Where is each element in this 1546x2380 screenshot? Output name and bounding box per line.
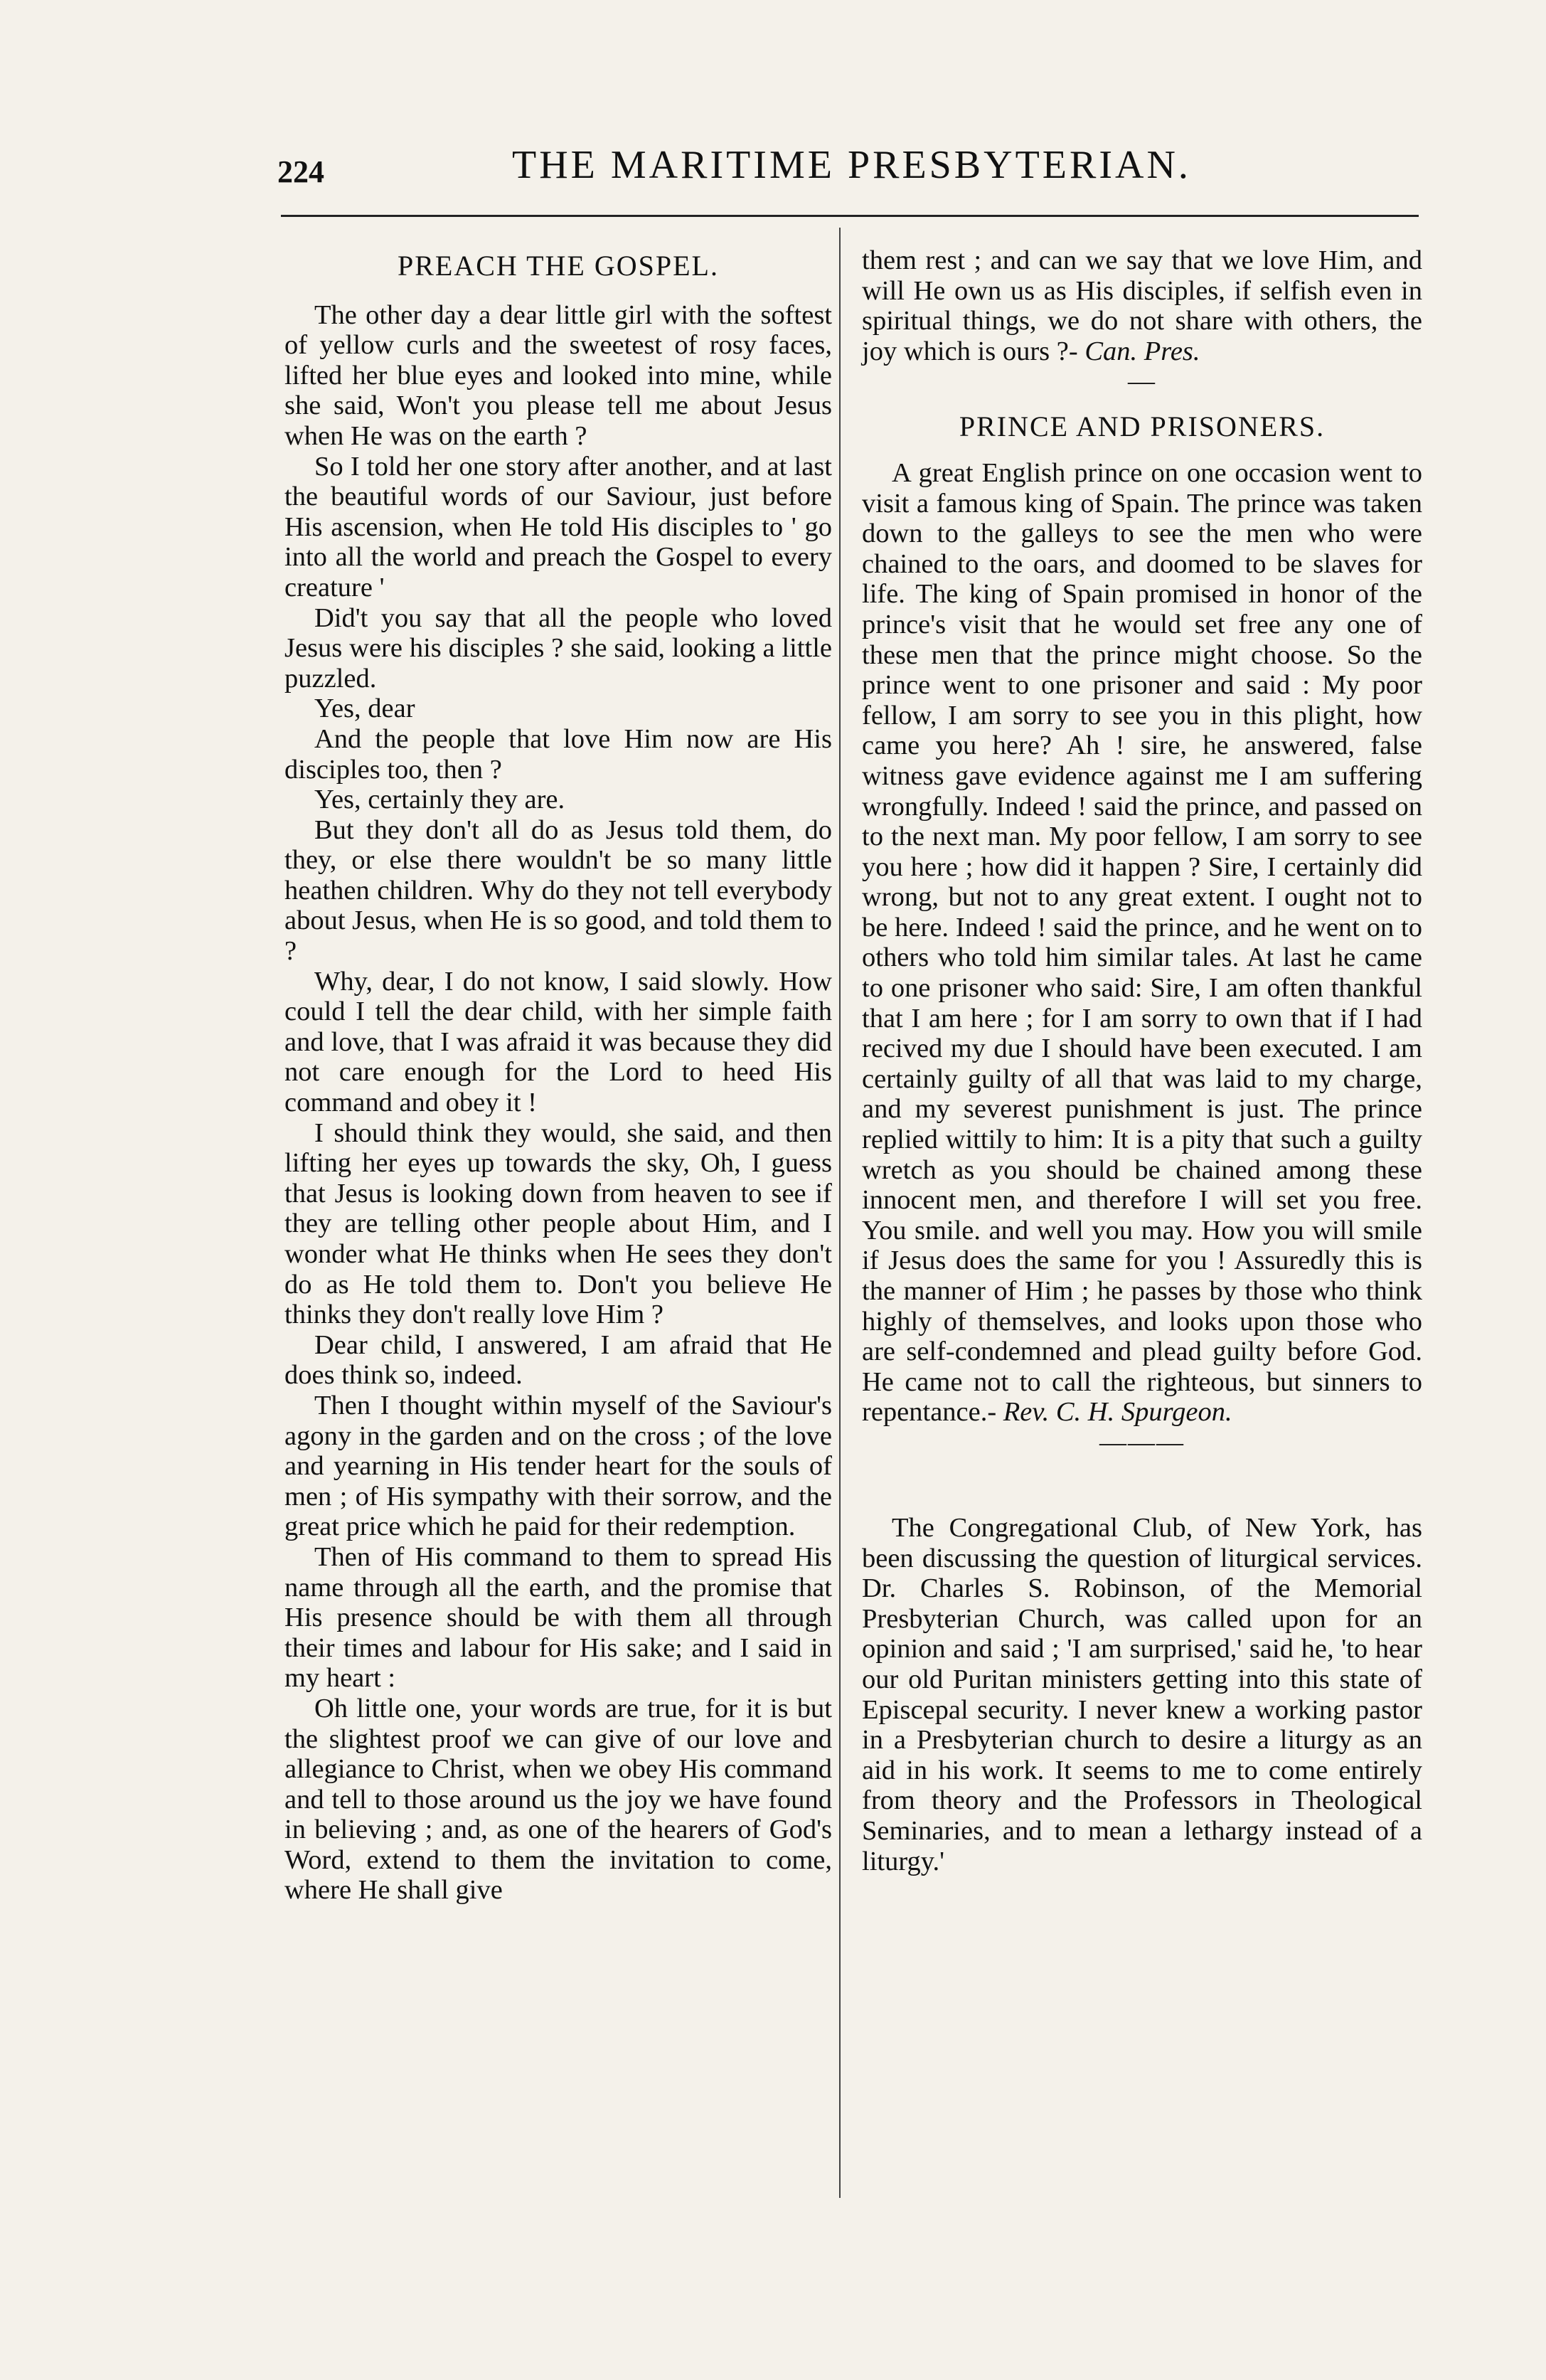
article-paragraph: Yes, dear — [314, 694, 415, 724]
article-paragraph-congregational-club: The Congregational Club, of New York, has been discussing the question of liturgical services. Dr. Charles S. Robinson, of the Memorial Presbyterian Church, was called upon for an opinion and said ; 'I am surprised,' said he, 'to hear our old Puritan ministers getting into this state of Episcepal security. I never knew a working pastor in a Presbyterian church to desire a liturgy as an aid in his work. It seems to me to come entirely from theory and the Professors in Theological Seminaries, and to mean a lethargy instead of a liturgy.' — [862, 1512, 1422, 1876]
left-column — [284, 245, 832, 1906]
right-column — [862, 245, 1422, 1876]
running-title: THE MARITIME PRESBYTERIAN. — [512, 143, 1191, 187]
article-paragraph: So I told her one story after another, and at last the beautiful words of our Saviour, just before His ascension, when He told His disciples to ' go into all the world and preach the Gospel to every creature ' — [284, 451, 832, 602]
section-separator: — — [1128, 366, 1156, 397]
article-paragraph: Did't you say that all the people who loved Jesus were his disciples ? she said, looking a little puzzled. — [284, 602, 832, 694]
article-paragraph: And the people that love Him now are His disciples too, then ? — [284, 723, 832, 785]
article-heading-preach-the-gospel: PREACH THE GOSPEL. — [398, 250, 719, 282]
article-heading-prince-and-prisoners: PRINCE AND PRISONERS. — [959, 410, 1326, 443]
header-rule — [281, 215, 1419, 217]
source-credit: Can. Pres. — [1084, 336, 1200, 366]
author-credit: Rev. C. H. Spurgeon. — [1003, 1397, 1232, 1428]
article-paragraph: But they don't all do as Jesus told them, do they, or else there wouldn't be so many little heathen children. Why do they not tell everybody about Jesus, when He is so good, and told them to ? — [284, 814, 832, 967]
column-rule — [839, 228, 841, 2198]
article-paragraph: Oh little one, your words are true, for it is but the slightest proof we can give of our love and allegiance to Christ, when we obey His command and tell to those around us the joy we have found in believing ; and, as one of the hearers of God's Word, extend to them the invitation to come, where He shall give — [284, 1693, 832, 1906]
article-paragraph: I should think they would, she said, and then lifting her eyes up towards the sky, Oh, I guess that Jesus is looking down from heaven to see if they are telling other people about Him, and I wonder what He thinks when He sees they don't do as He told them to. Don't you believe He thinks they don't really love Him ? — [284, 1117, 832, 1330]
article-paragraph: Then I thought within myself of the Saviour's agony in the garden and on the cross ; of the love and yearning in His tender heart for the souls of men ; of His sympathy with their sorrow, and the great price which he paid for their redemption. — [284, 1390, 832, 1542]
section-separator: ——— — [1099, 1427, 1185, 1457]
continued-text: them rest ; and can we say that we love Him, and will He own us as His disciples, if selfish even in spiritual things, we do not share with others, the joy which is ours ?- — [862, 245, 1422, 366]
spacer — [862, 1456, 1422, 1513]
article-paragraph: Then of His command to them to spread His name through all the earth, and the promise that His presence should be with them all through their times and labour for His sake; and I said in my heart : — [284, 1541, 832, 1694]
continued-paragraph — [862, 245, 1422, 366]
article-paragraph: Dear child, I answered, I am afraid that He does think so, indeed. — [284, 1329, 832, 1391]
article-paragraph: Yes, certainly they are. — [314, 785, 565, 815]
article-paragraph: Why, dear, I do not know, I said slowly. How could I tell the dear child, with her simple faith and love, that I was afraid it was because they did not care enough for the Lord to heed His command and obey it ! — [284, 966, 832, 1118]
article-paragraph: The other day a dear little girl with the softest of yellow curls and the sweetest of rosy faces, lifted her blue eyes and looked into mine, while she said, Won't you please tell me about Jesus when He was on the earth ? — [284, 299, 832, 451]
prince-story-text: A great English prince on one occasion went to visit a famous king of Spain. The prince was taken down to the galleys to see the men who were chained to the oars, and doomed to be slaves for life. The king of Spain promised in honor of the prince's visit that he would set free any one of these men that the prince might choose. So the prince went to one prisoner and said : My poor fellow, I am sorry to see you in this plight, how came you here? Ah ! sire, he answered, false witness gave evidence against me I am suffering wrongfully. Indeed ! said the prince, and passed on to the next man. My poor fellow, I am sorry to see you here ; how did it happen ? Sire, I certainly did wrong, but not to any great extent. I ought not to be here. Indeed ! said the prince, and he went on to others who told him similar tales. At last he came to one prisoner who said: Sire, I am often thankful that I am here ; for I am sorry to own that if I had recived my due I should have been executed. I am certainly guilty of all that was laid to my charge, and my severest punishment is just. The prince replied wittily to him: It is a pity that such a guilty wretch as you should be chained among these innocent men, and therefore I will set you free. You smile. and well you may. How you will smile if Jesus does the same for you ! Assuredly this is the manner of Him ; he passes by those who think highly of themselves, and looks upon those who are self-condemned and plead guilty before God. He came not to call the righteous, but sinners to repentance.- — [862, 457, 1422, 1428]
page-number: 224 — [277, 154, 324, 189]
article-paragraph — [862, 458, 1422, 1428]
page-header — [277, 135, 1429, 199]
